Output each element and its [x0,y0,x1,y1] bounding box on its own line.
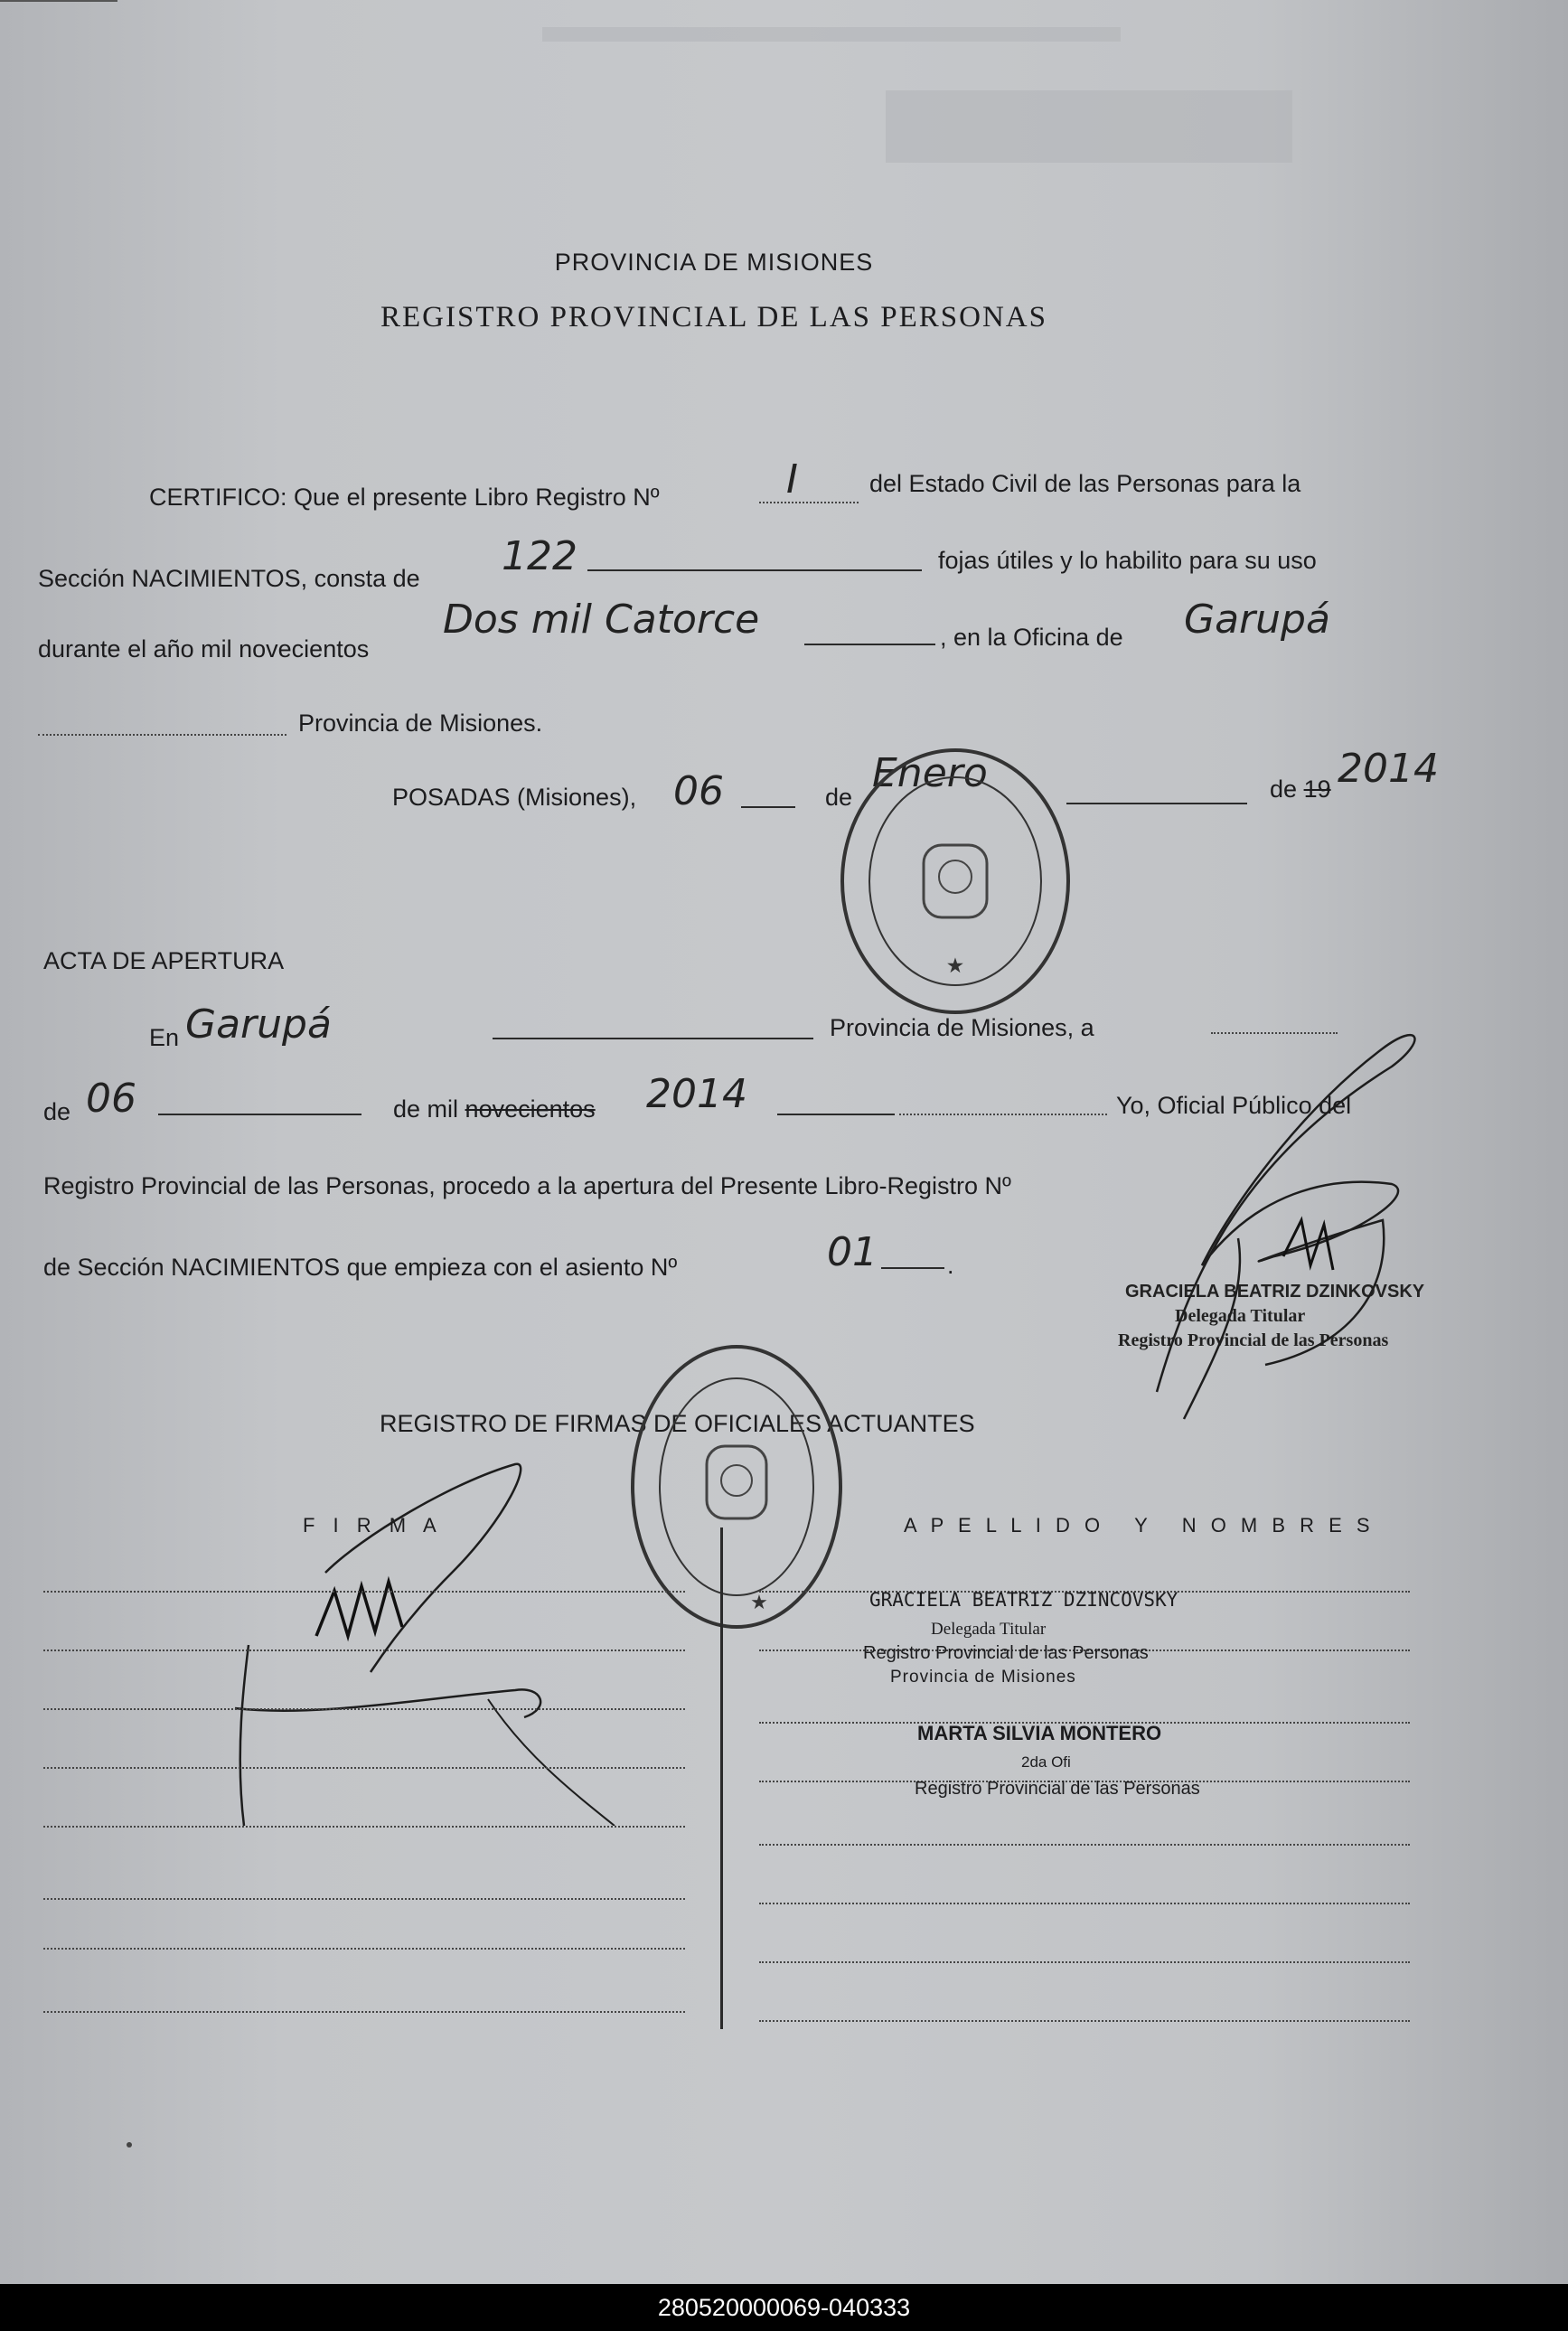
certifico-label: CERTIFICO: [149,484,287,511]
fill-line [587,569,922,571]
place-date: POSADAS (Misiones), [392,784,637,811]
firma-row-line [43,1708,685,1710]
fill-line [881,1267,944,1269]
fill-line [777,1114,895,1115]
opening-struck: novecientos [465,1095,596,1123]
opening-line4: de Sección NACIMIENTOS que empieza con el asiento Nº [43,1254,678,1281]
opening-year: 2014 [646,1071,747,1117]
registry-heading: REGISTRO PROVINCIAL DE LAS PERSONAS [380,301,1047,334]
firma-row-line [43,1898,685,1900]
struck-19: 19 [1303,775,1331,803]
fill-line [1066,803,1247,804]
cert-line3-mid: , en la Oficina de [940,624,1123,651]
firma-row-line [43,1591,685,1593]
names-row-line [759,1903,1410,1904]
dotted-fill [899,1114,1107,1115]
firma-row-line [43,1826,685,1828]
opening-line3: Registro Provincial de las Personas, procedo a la apertura del Presente Libro-Registro Nº [43,1172,1011,1199]
dotted-fill [759,502,859,503]
opening-mil [393,1095,596,1123]
opening-en: En [149,1024,180,1051]
de-label: de [825,784,853,811]
col-names: A P E L L I D O Y N O M B R E S [904,1514,1375,1537]
de-19-text: de [1270,775,1298,803]
folio-count: 122 [502,533,577,579]
opening-title: ACTA DE APERTURA [43,947,285,974]
cert-month: Enero [872,750,988,796]
opening-period: . [947,1252,954,1279]
opening-place: Garupá [185,1001,332,1048]
opening-mil-text: de mil [393,1095,459,1123]
year-in-words: Dos mil Catorce [443,597,760,643]
de-19-label [1270,775,1331,804]
firma-row-line [43,1948,685,1950]
stamp2-name: MARTA SILVIA MONTERO [917,1722,1162,1744]
stamp1-name: GRACIELA BEATRIZ DZINCOVSKY [869,1589,1178,1611]
dotted-fill [38,734,286,736]
column-divider [720,1527,723,2029]
firma-row-line [43,2011,685,2013]
cert-line1: Que el presente Libro Registro Nº [294,484,660,511]
names-row-line [759,1961,1410,1963]
stamp1-role: Delegada Titular [931,1620,1047,1639]
right-stamp-role: Delegada Titular [1175,1306,1306,1326]
entry-number: 01 [827,1229,878,1275]
opening-day: 06 [86,1076,136,1122]
speck [127,2142,132,2148]
opening-de: de [43,1098,71,1125]
corner-mark [0,0,117,2]
opening-province: Provincia de Misiones, a [830,1014,1094,1041]
stamp1-org: Registro Provincial de las Personas [863,1643,1149,1663]
right-stamp-org: Registro Provincial de las Personas [1118,1330,1389,1350]
names-row-line [759,2020,1410,2022]
right-stamp-name: GRACIELA BEATRIZ DZINKOVSKY [1125,1282,1425,1302]
cert-year: 2014 [1338,746,1439,792]
fill-line [158,1114,361,1115]
firma-row-line [43,1650,685,1651]
bleed-through-box [886,90,1292,163]
cert-line2-end: fojas útiles y lo habilito para su uso [938,547,1317,574]
col-firma: F I R M A [303,1514,443,1537]
stamp2-role: 2da Ofi [1021,1753,1071,1771]
signature-right [1121,967,1446,1437]
cert-day: 06 [673,768,724,814]
signature-left [181,1410,651,1826]
cert-line3: durante el año mil novecientos [38,635,370,663]
cert-lead [149,484,660,512]
cert-line4: Provincia de Misiones. [298,710,543,737]
office-name: Garupá [1184,597,1330,643]
stamp1-prov: Provincia de Misiones [890,1668,1076,1687]
svg-text:★: ★ [750,1591,768,1613]
fill-line [741,806,795,808]
fill-line [493,1038,813,1039]
book-number: I [786,456,798,503]
cert-line1-end: del Estado Civil de las Personas para la [869,470,1301,497]
names-row-line [759,1844,1410,1846]
firma-row-line [43,1767,685,1769]
province-heading: PROVINCIA DE MISIONES [554,249,874,276]
document-id-footer: 280520000069-040333 [0,2284,1568,2331]
signatures-title: REGISTRO DE FIRMAS DE OFICIALES ACTUANTES [380,1410,975,1437]
seal-stamp-top [833,741,1077,1021]
cert-line2: Sección NACIMIENTOS, consta de [38,565,420,592]
fill-line [804,644,935,645]
stamp2-org: Registro Provincial de las Personas [915,1779,1200,1799]
opening-official: Yo, Oficial Público del [1116,1092,1352,1119]
bleed-through [542,27,1121,42]
svg-text:★: ★ [947,956,963,976]
